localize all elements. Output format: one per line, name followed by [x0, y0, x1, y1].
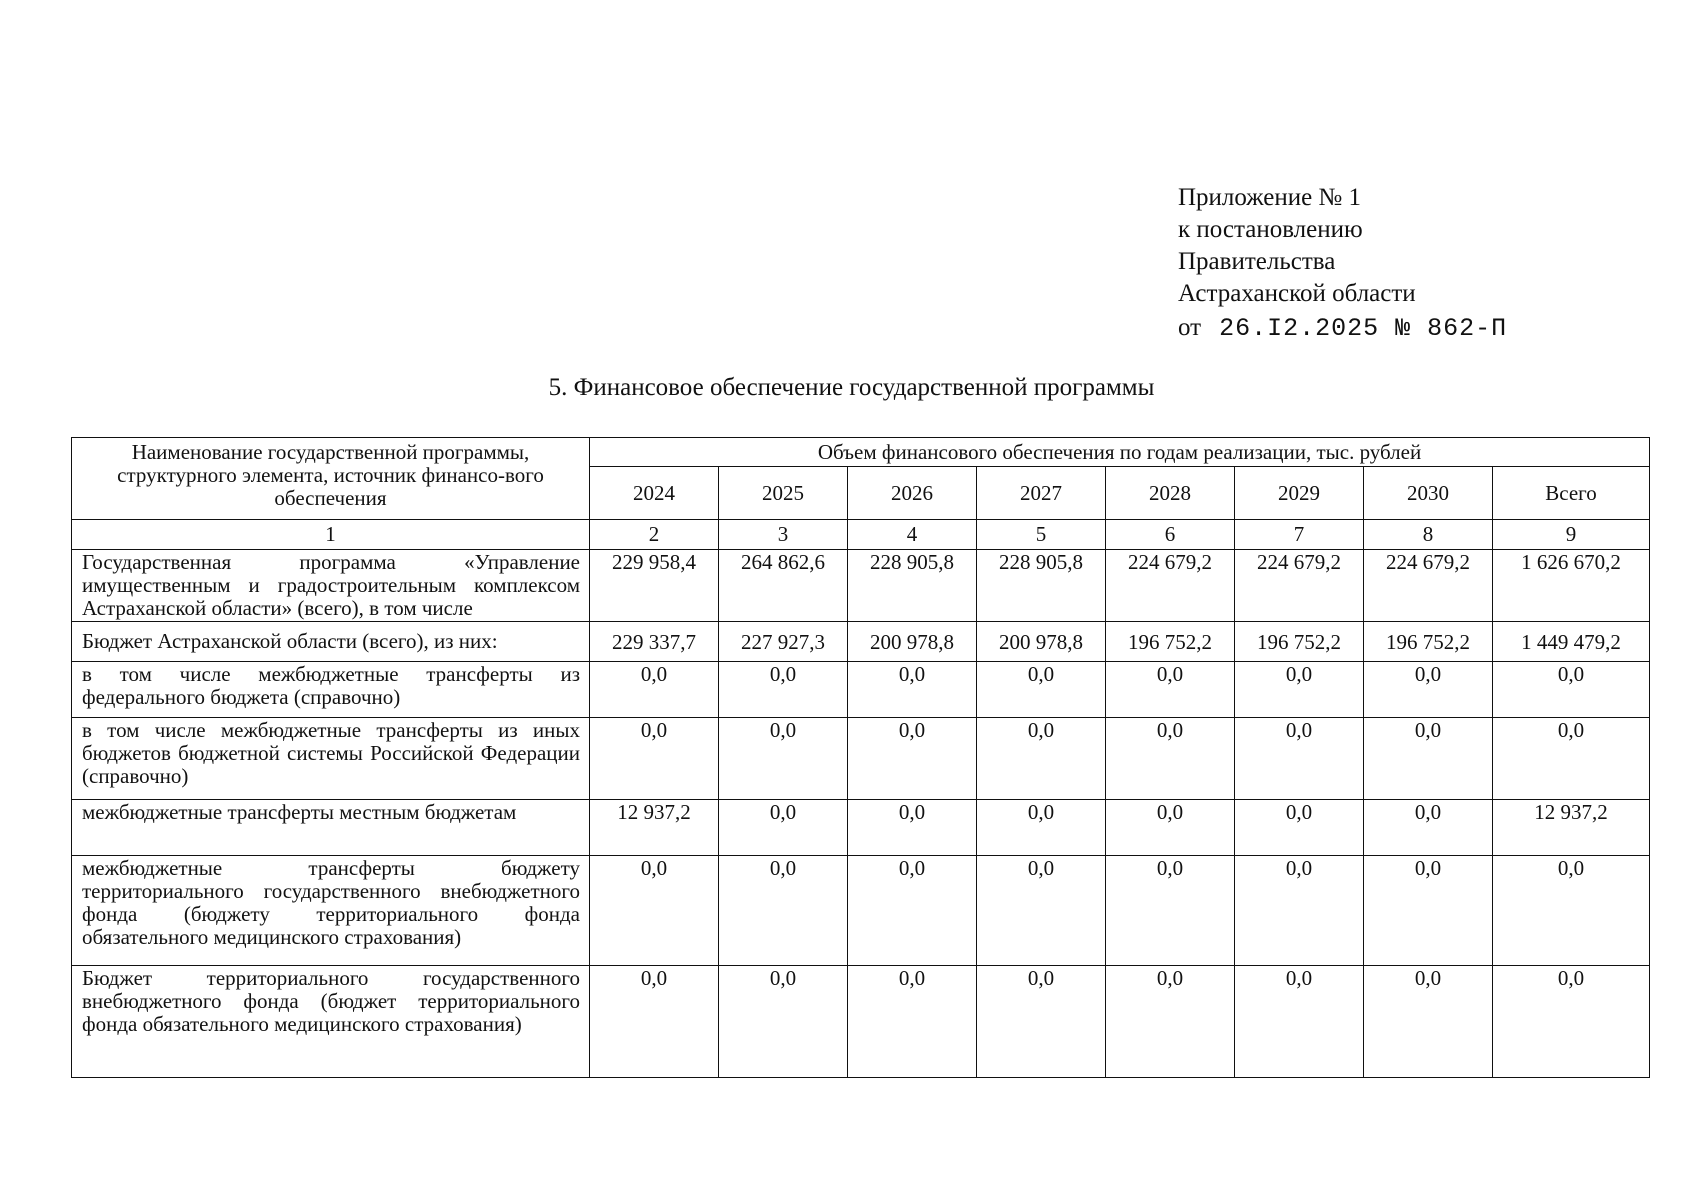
row-value: 0,0: [1364, 966, 1493, 1078]
date-stamp: 26.I2.2025 № 862-П: [1219, 314, 1508, 343]
row-label: Бюджет территориального государственного внебюджетного фонда (бюджет территориального фонда обязательного медицинского страхования): [72, 966, 590, 1078]
row-value: 0,0: [719, 966, 848, 1078]
row-value: 1 626 670,2: [1493, 550, 1650, 622]
financing-table: [71, 437, 1650, 1078]
date-prefix: от: [1178, 314, 1202, 341]
table-header: [72, 438, 1650, 550]
row-value: 196 752,2: [1106, 622, 1235, 662]
column-number-row: [72, 520, 1650, 550]
row-value: 0,0: [590, 718, 719, 800]
column-number: 2: [590, 520, 719, 550]
row-value: 224 679,2: [1235, 550, 1364, 622]
header-row-group: [72, 438, 1650, 467]
row-value: 0,0: [1235, 662, 1364, 718]
table-row: [72, 800, 1650, 856]
year-header: 2024: [590, 467, 719, 520]
row-value: 0,0: [1364, 718, 1493, 800]
row-value: 0,0: [1493, 856, 1650, 966]
row-value: 0,0: [719, 856, 848, 966]
row-value: 0,0: [1235, 856, 1364, 966]
appendix-region: Астраханской области: [1178, 280, 1416, 307]
row-value: 0,0: [1364, 856, 1493, 966]
section-title: 5. Финансовое обеспечение государственной программы: [548, 374, 1155, 401]
year-header: 2025: [719, 467, 848, 520]
funding-group-header: Объем финансового обеспечения по годам реализации, тыс. рублей: [590, 438, 1650, 467]
row-value: 0,0: [719, 800, 848, 856]
year-header: 2030: [1364, 467, 1493, 520]
row-value: 229 337,7: [590, 622, 719, 662]
column-number: 9: [1493, 520, 1650, 550]
row-value: 0,0: [1235, 800, 1364, 856]
appendix-resolution: к постановлению: [1178, 216, 1363, 243]
row-value: 264 862,6: [719, 550, 848, 622]
row-label: в том числе межбюджетные трансферты из иных бюджетов бюджетной системы Российской Федерации (справочно): [72, 718, 590, 800]
row-value: 0,0: [1106, 966, 1235, 1078]
row-label: Бюджет Астраханской области (всего), из них:: [72, 622, 590, 662]
row-value: 12 937,2: [590, 800, 719, 856]
appendix-date-line: [1178, 312, 1507, 345]
row-value: 0,0: [590, 856, 719, 966]
column-number: 4: [848, 520, 977, 550]
row-value: 229 958,4: [590, 550, 719, 622]
table-row: [72, 856, 1650, 966]
row-value: 0,0: [1493, 718, 1650, 800]
total-header: Всего: [1493, 467, 1650, 520]
table-row: [72, 622, 1650, 662]
year-header: 2027: [977, 467, 1106, 520]
row-value: 0,0: [1493, 662, 1650, 718]
row-value: 1 449 479,2: [1493, 622, 1650, 662]
row-value: 0,0: [848, 966, 977, 1078]
row-value: 0,0: [1364, 662, 1493, 718]
row-value: 12 937,2: [1493, 800, 1650, 856]
column-number: 5: [977, 520, 1106, 550]
year-header: 2029: [1235, 467, 1364, 520]
row-value: 0,0: [1235, 966, 1364, 1078]
appendix-title: Приложение № 1: [1178, 184, 1362, 211]
row-value: 0,0: [590, 662, 719, 718]
table-body: [72, 550, 1650, 1078]
column-number: 1: [72, 520, 590, 550]
row-value: 0,0: [848, 856, 977, 966]
table-row: [72, 550, 1650, 622]
table-row: [72, 662, 1650, 718]
row-value: 0,0: [1106, 718, 1235, 800]
row-value: 0,0: [590, 966, 719, 1078]
appendix-block: [1178, 182, 1507, 345]
row-value: 0,0: [719, 718, 848, 800]
row-value: 0,0: [848, 662, 977, 718]
row-value: 196 752,2: [1364, 622, 1493, 662]
table-row: [72, 966, 1650, 1078]
row-value: 0,0: [848, 800, 977, 856]
row-value: 0,0: [977, 662, 1106, 718]
year-header: 2026: [848, 467, 977, 520]
row-value: 0,0: [1106, 800, 1235, 856]
table-row: [72, 718, 1650, 800]
row-value: 224 679,2: [1364, 550, 1493, 622]
year-header: 2028: [1106, 467, 1235, 520]
row-value: 0,0: [1106, 662, 1235, 718]
row-value: 0,0: [1106, 856, 1235, 966]
row-value: 0,0: [977, 856, 1106, 966]
row-value: 0,0: [848, 718, 977, 800]
row-value: 0,0: [719, 662, 848, 718]
row-value: 224 679,2: [1106, 550, 1235, 622]
row-value: 228 905,8: [977, 550, 1106, 622]
appendix-government: Правительства: [1178, 248, 1336, 275]
column-number: 6: [1106, 520, 1235, 550]
row-label: Государственная программа «Управление имущественным и градостроительным комплексом Астраханской области» (всего), в том числе: [72, 550, 590, 622]
row-value: 196 752,2: [1235, 622, 1364, 662]
name-column-header: Наименование государственной программы, структурного элемента, источник финансо-вого обеспечения: [72, 438, 590, 520]
row-value: 200 978,8: [848, 622, 977, 662]
row-value: 228 905,8: [848, 550, 977, 622]
row-value: 227 927,3: [719, 622, 848, 662]
row-value: 0,0: [977, 800, 1106, 856]
row-label: межбюджетные трансферты местным бюджетам: [72, 800, 590, 856]
column-number: 8: [1364, 520, 1493, 550]
column-number: 3: [719, 520, 848, 550]
row-value: 0,0: [1235, 718, 1364, 800]
column-number: 7: [1235, 520, 1364, 550]
row-value: 0,0: [1364, 800, 1493, 856]
row-label: межбюджетные трансферты бюджету территориального государственного внебюджетного фонда (бюджету территориального фонда обязательного медицинского страхования): [72, 856, 590, 966]
row-value: 0,0: [977, 966, 1106, 1078]
row-label: в том числе межбюджетные трансферты из федерального бюджета (справочно): [72, 662, 590, 718]
row-value: 0,0: [1493, 966, 1650, 1078]
row-value: 200 978,8: [977, 622, 1106, 662]
row-value: 0,0: [977, 718, 1106, 800]
